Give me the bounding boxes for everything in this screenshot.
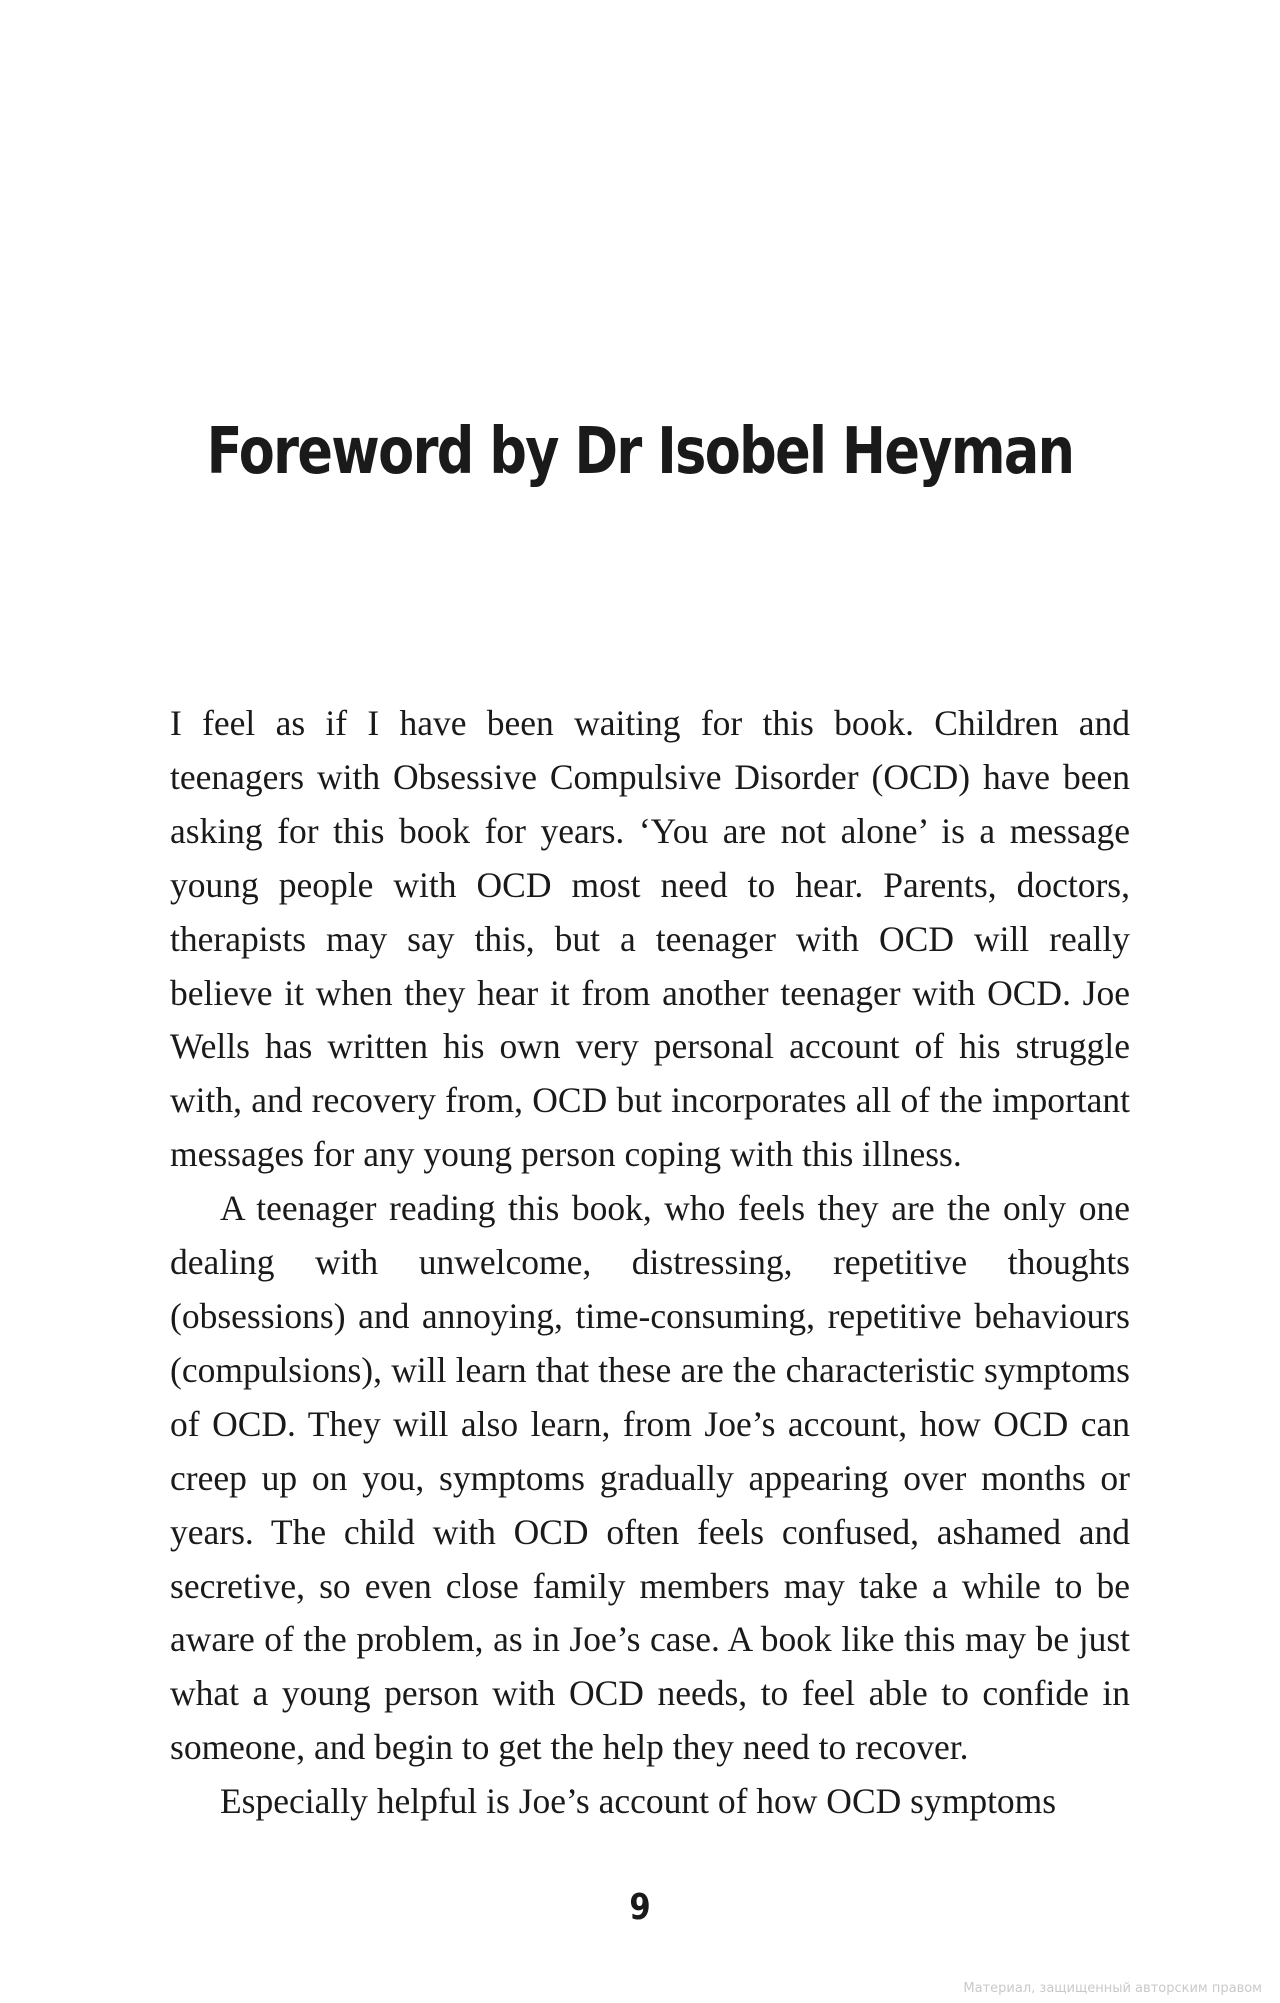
chapter-title: Foreword by Dr Isobel Heyman <box>206 415 1074 489</box>
paragraph: I feel as if I have been waiting for this book. Children and teenagers with Obsessive Compulsive Disorder (OCD) have been asking for this book for years. ‘You are not alone’ is a message young people with OCD most need to hear. Parents, doctors, therapists may say this, but a teenager with OCD will really believe it when they hear it from another teenager with OCD. Joe Wells has written his own very personal account of his struggle with, and recovery from, OCD but incorporates all of the important messages for any young person coping with this illness. <box>170 703 1130 1175</box>
paragraph: A teenager reading this book, who feels they are the only one dealing with unwelcome, distressing, repetitive thoughts (obsessions) and annoying, time-consuming, repetitive behaviours (compulsions), will learn that these are the characteristic symptoms of OCD. They will also learn, from Joe’s account, how OCD can creep up on you, symptoms gradually appearing over months or years. The child with OCD often feels confused, ashamed and secretive, so even close family members may take a while to be aware of the problem, as in Joe’s case. A book like this may be just what a young person with OCD needs, to feel able to confide in someone, and begin to get the help they need to recover. <box>170 1188 1130 1768</box>
copyright-watermark: Материал, защищенный авторским правом <box>963 1981 1262 1996</box>
page-number: 9 <box>629 1887 651 1928</box>
body-text <box>170 697 1130 1829</box>
paragraph: Especially helpful is Joe’s account of how OCD symptoms <box>220 1781 1057 1822</box>
